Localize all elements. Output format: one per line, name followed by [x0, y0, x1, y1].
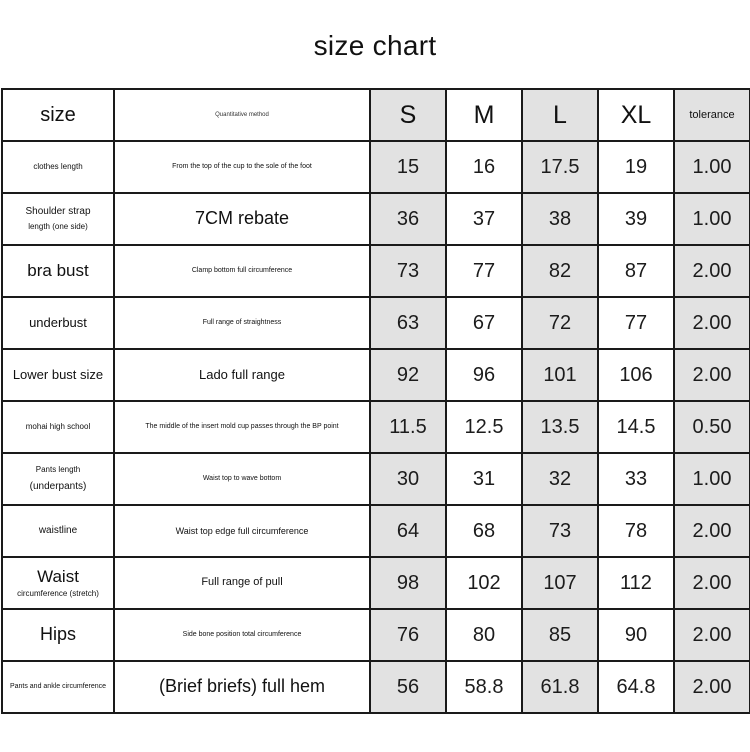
value-xl: 39 — [598, 193, 674, 245]
value-tolerance: 2.00 — [674, 505, 750, 557]
row-name: Hips — [2, 609, 114, 661]
value-s: 63 — [370, 297, 446, 349]
value-xl: 64.8 — [598, 661, 674, 713]
table-row — [2, 557, 750, 609]
value-tolerance: 1.00 — [674, 141, 750, 193]
table-row — [2, 141, 750, 193]
row-name — [2, 193, 114, 245]
row-method: Full range of pull — [114, 557, 370, 609]
value-tolerance: 0.50 — [674, 401, 750, 453]
value-s: 11.5 — [370, 401, 446, 453]
value-l: 32 — [522, 453, 598, 505]
value-tolerance: 2.00 — [674, 557, 750, 609]
value-m: 58.8 — [446, 661, 522, 713]
row-name: Lower bust size — [2, 349, 114, 401]
row-name — [2, 453, 114, 505]
row-name-line1: Shoulder strap — [25, 206, 91, 218]
row-name: underbust — [2, 297, 114, 349]
table-row — [2, 193, 750, 245]
value-s: 76 — [370, 609, 446, 661]
value-m: 80 — [446, 609, 522, 661]
table-row — [2, 609, 750, 661]
value-xl: 90 — [598, 609, 674, 661]
row-name-line2: length (one side) — [28, 222, 88, 232]
header-row — [2, 89, 750, 141]
value-tolerance: 2.00 — [674, 609, 750, 661]
value-m: 16 — [446, 141, 522, 193]
value-m: 102 — [446, 557, 522, 609]
value-l: 13.5 — [522, 401, 598, 453]
value-m: 68 — [446, 505, 522, 557]
value-l: 82 — [522, 245, 598, 297]
value-tolerance: 2.00 — [674, 661, 750, 713]
table-row — [2, 245, 750, 297]
value-l: 72 — [522, 297, 598, 349]
row-method: From the top of the cup to the sole of the foot — [114, 141, 370, 193]
value-xl: 77 — [598, 297, 674, 349]
table-row — [2, 297, 750, 349]
chart-title: size chart — [313, 30, 437, 61]
value-s: 15 — [370, 141, 446, 193]
header-size-xl: XL — [598, 89, 674, 141]
value-m: 96 — [446, 349, 522, 401]
value-xl: 14.5 — [598, 401, 674, 453]
header-size-l: L — [522, 89, 598, 141]
row-method: Lado full range — [114, 349, 370, 401]
table-row — [2, 661, 750, 713]
row-method: Waist top edge full circumference — [114, 505, 370, 557]
row-name-line2: circumference (stretch) — [17, 589, 99, 599]
value-s: 73 — [370, 245, 446, 297]
value-l: 101 — [522, 349, 598, 401]
value-s: 56 — [370, 661, 446, 713]
value-xl: 78 — [598, 505, 674, 557]
row-method: (Brief briefs) full hem — [114, 661, 370, 713]
value-xl: 33 — [598, 453, 674, 505]
value-s: 92 — [370, 349, 446, 401]
value-tolerance: 2.00 — [674, 297, 750, 349]
row-name-line2: (underpants) — [29, 480, 87, 492]
value-tolerance: 1.00 — [674, 453, 750, 505]
value-l: 61.8 — [522, 661, 598, 713]
row-name-line1: Pants length — [35, 465, 81, 475]
value-tolerance: 1.00 — [674, 193, 750, 245]
value-s: 98 — [370, 557, 446, 609]
row-method: Clamp bottom full circumference — [114, 245, 370, 297]
value-m: 37 — [446, 193, 522, 245]
row-name: clothes length — [2, 141, 114, 193]
value-xl: 112 — [598, 557, 674, 609]
row-name: mohai high school — [2, 401, 114, 453]
table-row — [2, 349, 750, 401]
value-l: 38 — [522, 193, 598, 245]
value-s: 64 — [370, 505, 446, 557]
value-m: 31 — [446, 453, 522, 505]
value-m: 67 — [446, 297, 522, 349]
row-name: bra bust — [2, 245, 114, 297]
value-tolerance: 2.00 — [674, 245, 750, 297]
row-method: Side bone position total circumference — [114, 609, 370, 661]
row-method: Full range of straightness — [114, 297, 370, 349]
value-m: 77 — [446, 245, 522, 297]
value-xl: 19 — [598, 141, 674, 193]
table-row — [2, 453, 750, 505]
header-size-label: size — [2, 89, 114, 141]
value-m: 12.5 — [446, 401, 522, 453]
row-name: Pants and ankle circumference — [2, 661, 114, 713]
header-method-label: Quantitative method — [114, 89, 370, 141]
row-name-line1: Waist — [37, 567, 79, 586]
header-size-s: S — [370, 89, 446, 141]
value-xl: 106 — [598, 349, 674, 401]
header-tolerance-label: tolerance — [674, 89, 750, 141]
value-tolerance: 2.00 — [674, 349, 750, 401]
value-s: 30 — [370, 453, 446, 505]
header-size-m: M — [446, 89, 522, 141]
size-chart-table — [1, 88, 750, 714]
table-row — [2, 401, 750, 453]
value-l: 17.5 — [522, 141, 598, 193]
row-name — [2, 557, 114, 609]
row-method: 7CM rebate — [114, 193, 370, 245]
table-row — [2, 505, 750, 557]
value-s: 36 — [370, 193, 446, 245]
value-l: 107 — [522, 557, 598, 609]
value-l: 73 — [522, 505, 598, 557]
value-l: 85 — [522, 609, 598, 661]
row-method: Waist top to wave bottom — [114, 453, 370, 505]
row-method: The middle of the insert mold cup passes through the BP point — [114, 401, 370, 453]
value-xl: 87 — [598, 245, 674, 297]
row-name: waistline — [2, 505, 114, 557]
